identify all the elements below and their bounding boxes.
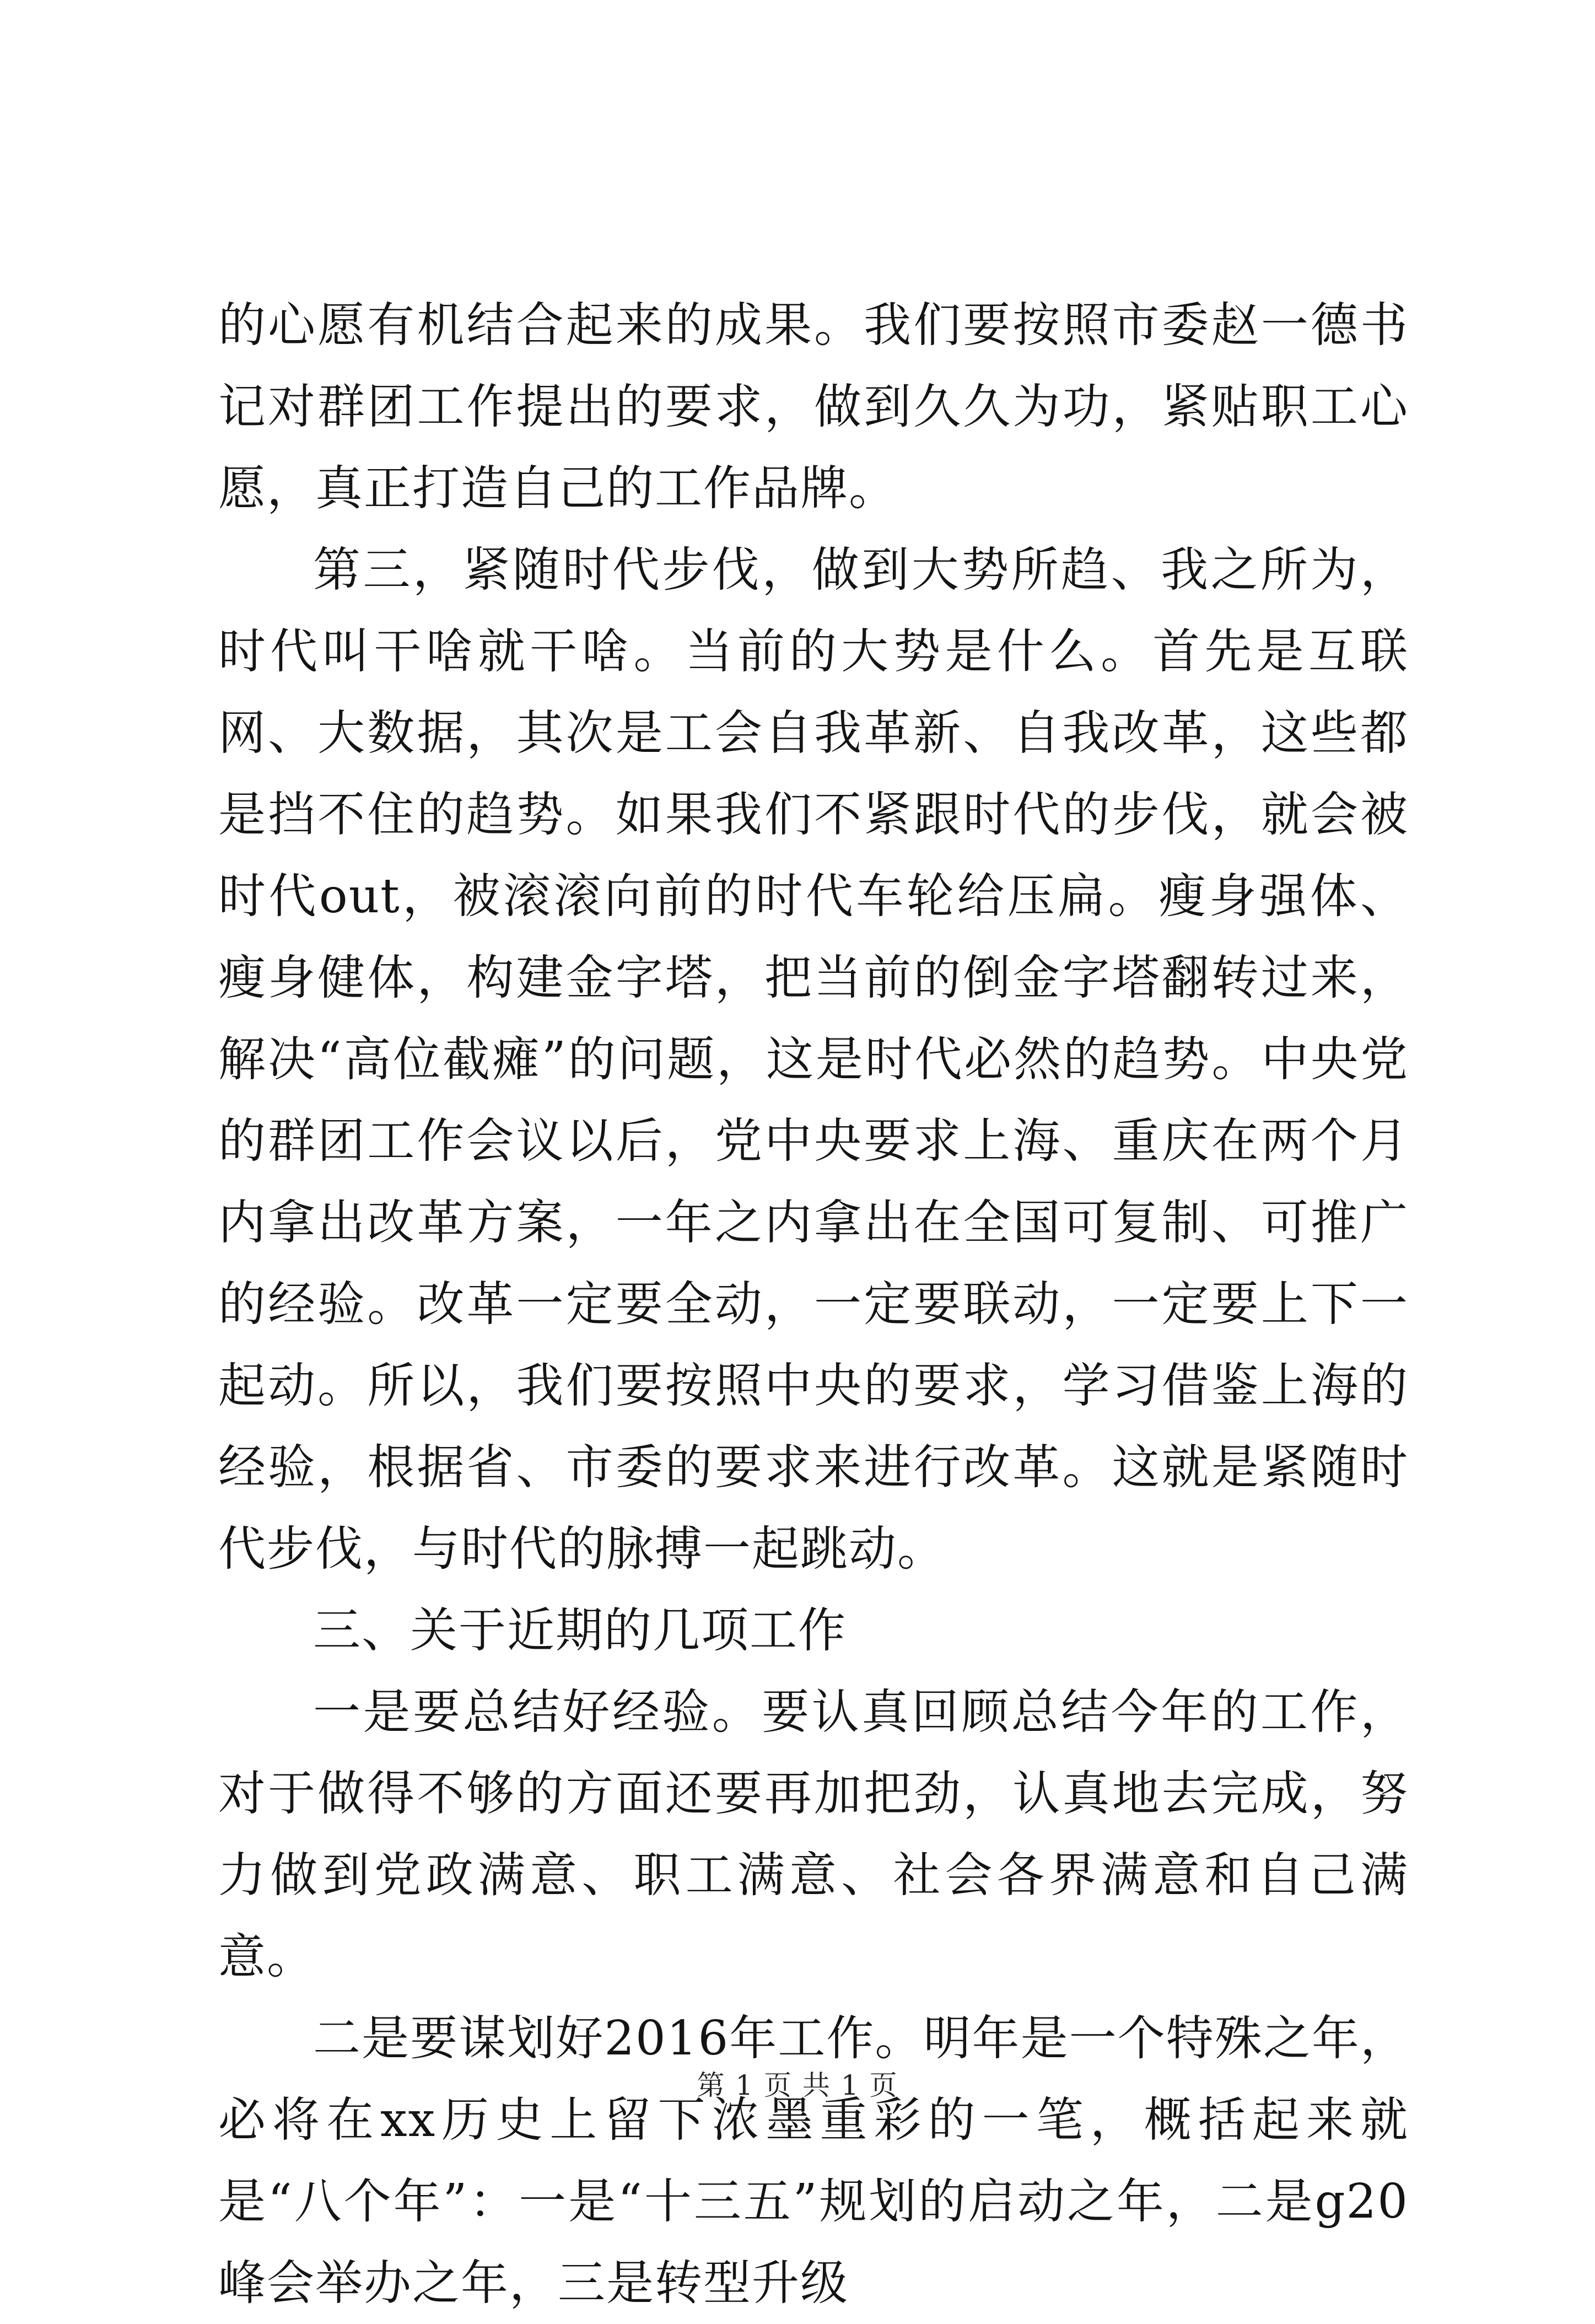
paragraph-4: 二是要谋划好2016年工作。明年是一个特殊之年，必将在xx历史上留下浓墨重彩的一笔，概括起来就是“八个年”：一是“十三五”规划的启动之年，二是g20峰会举办之年，三是转型升级 xyxy=(218,2011,1409,2311)
paragraph-3: 一是要总结好经验。要认真回顾总结今年的工作，对于做得不够的方面还要再加把劲，认真地去完成，努力做到党政满意、职工满意、社会各界满意和自己满意。 xyxy=(218,1685,1409,1984)
paragraph-2: 第三，紧随时代步伐，做到大势所趋、我之所为，时代叫干啥就干啥。当前的大势是什么。首先是互联网、大数据，其次是工会自我革新、自我改革，这些都是挡不住的趋势。如果我们不紧跟时代的步伐，就会被时代out，被滚滚向前的时代车轮给压扁。瘦身强体、瘦身健体，构建金字塔，把当前的倒金字塔翻转过来，解决“高位截瘫”的问题，这是时代必然的趋势。中央党的群团工作会议以后，党中央要求上海、重庆在两个月内拿出改革方案，一年之内拿出在全国可复制、可推广的经验。改革一定要全动，一定要联动，一定要上下一起动。所以，我们要按照中央的要求，学习借鉴上海的经验，根据省、市委的要求来进行改革。这就是紧随时代步伐，与时代的脉搏一起跳动。 xyxy=(218,542,1409,1577)
document-body xyxy=(218,284,1409,2324)
paragraph-1: 的心愿有机结合起来的成果。我们要按照市委赵一德书记对群团工作提出的要求，做到久久为功，紧贴职工心愿，真正打造自己的工作品牌。 xyxy=(218,298,1409,516)
page-footer: 第 1 页 共 1 页 xyxy=(697,2069,898,2101)
section-heading: 三、关于近期的几项工作 xyxy=(313,1603,847,1658)
